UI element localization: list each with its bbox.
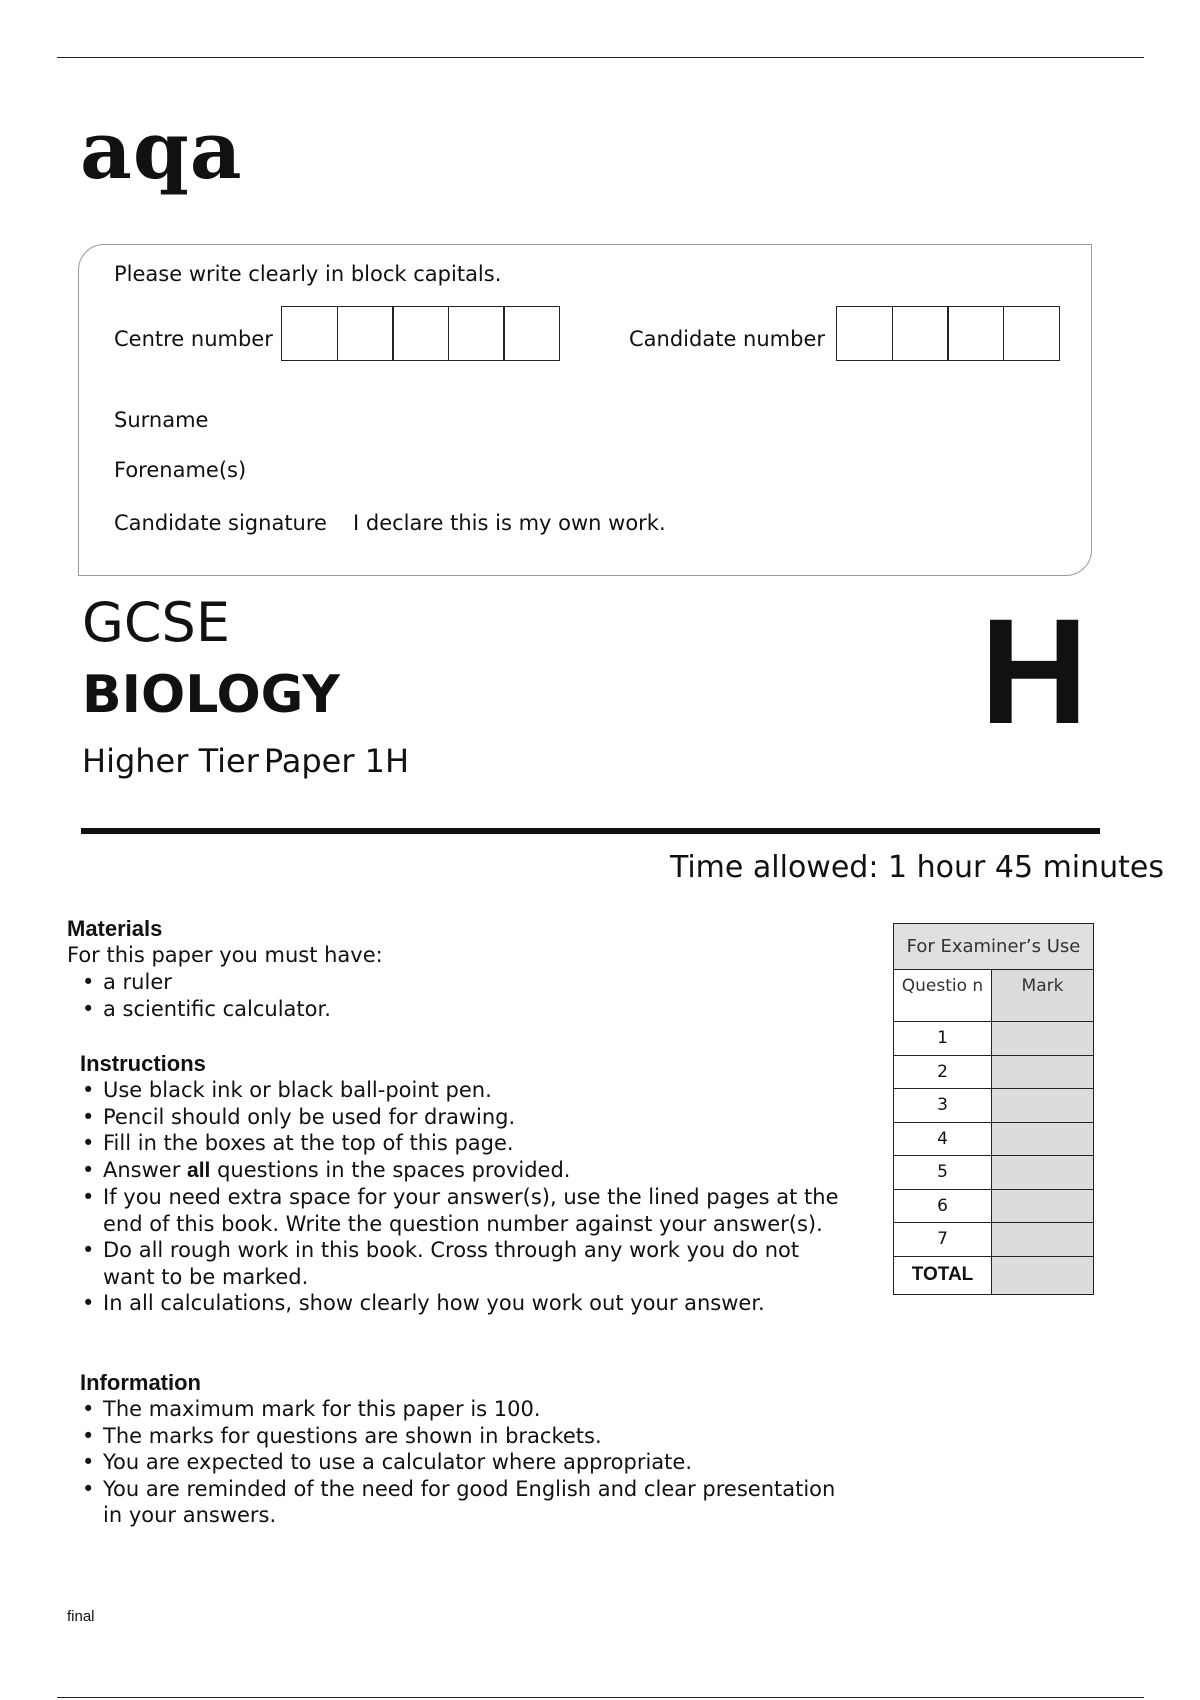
examiner-table-row xyxy=(894,1089,1094,1123)
surname-label: Surname xyxy=(114,408,209,432)
tier-paper-line xyxy=(82,742,410,780)
block-capitals-instruction: Please write clearly in block capitals. xyxy=(114,262,502,286)
mark-cell[interactable] xyxy=(992,1223,1094,1257)
candidate-details-box xyxy=(78,244,1092,576)
candidate-number-digit-box[interactable] xyxy=(892,306,949,361)
instruction-item: • If you need extra space for your answer(s), use the lined pages at the end of this book. Write the question number against your answer(s). xyxy=(78,1184,848,1237)
examiners-use-table xyxy=(893,923,1094,1295)
total-label-cell: TOTAL xyxy=(894,1256,992,1294)
instruction-item: • Answer all questions in the spaces provided. xyxy=(78,1157,848,1185)
tier-name: Higher Tier xyxy=(82,742,259,780)
centre-number-digit-box[interactable] xyxy=(281,306,338,361)
tier-letter: H xyxy=(980,587,1089,755)
mark-cell[interactable] xyxy=(992,1189,1094,1223)
question-number-cell: 3 xyxy=(894,1089,992,1123)
information-item: • The maximum mark for this paper is 100. xyxy=(78,1396,848,1423)
information-list xyxy=(78,1396,848,1529)
examiner-table-row xyxy=(894,1055,1094,1089)
mark-cell[interactable] xyxy=(992,1122,1094,1156)
materials-intro: For this paper you must have: xyxy=(67,943,383,967)
question-number-cell: 5 xyxy=(894,1156,992,1190)
question-column-header: Questio n xyxy=(894,970,992,1022)
aqa-logo: aqa xyxy=(80,103,243,197)
instruction-item: • In all calculations, show clearly how you work out your answer. xyxy=(78,1290,848,1317)
materials-list xyxy=(78,969,848,1022)
mark-cell[interactable] xyxy=(992,1156,1094,1190)
centre-number-digit-box[interactable] xyxy=(448,306,505,361)
mark-cell[interactable] xyxy=(992,1055,1094,1089)
question-number-cell: 4 xyxy=(894,1122,992,1156)
centre-number-label: Centre number xyxy=(114,327,273,351)
centre-number-digit-box[interactable] xyxy=(503,306,560,361)
signature-label: Candidate signature xyxy=(114,511,327,535)
materials-heading: Materials xyxy=(67,916,163,941)
candidate-number-boxes xyxy=(836,306,1060,361)
instructions-heading: Instructions xyxy=(80,1051,206,1076)
examiner-table-row xyxy=(894,1223,1094,1257)
question-number-cell: 1 xyxy=(894,1022,992,1056)
information-heading: Information xyxy=(80,1370,201,1395)
candidate-number-digit-box[interactable] xyxy=(947,306,1004,361)
declaration-text: I declare this is my own work. xyxy=(353,511,666,535)
examiner-table-row xyxy=(894,1022,1094,1056)
question-number-cell: 2 xyxy=(894,1055,992,1089)
mark-cell[interactable] xyxy=(992,1022,1094,1056)
materials-item: • a scientific calculator. xyxy=(78,996,848,1023)
examiner-table-row xyxy=(894,1156,1094,1190)
question-number-cell: 7 xyxy=(894,1223,992,1257)
time-allowed: Time allowed: 1 hour 45 minutes xyxy=(669,850,1164,885)
examiner-table-row xyxy=(894,1122,1094,1156)
centre-number-boxes xyxy=(281,306,560,361)
forenames-label: Forename(s) xyxy=(114,458,247,482)
instructions-list xyxy=(78,1077,848,1317)
instruction-item: • Do all rough work in this book. Cross through any work you do not want to be marked. xyxy=(78,1237,848,1290)
candidate-number-label: Candidate number xyxy=(629,327,825,351)
instruction-item: • Pencil should only be used for drawing. xyxy=(78,1104,848,1131)
total-mark-cell[interactable] xyxy=(992,1256,1094,1294)
examiner-total-row xyxy=(894,1256,1094,1294)
information-item: • The marks for questions are shown in brackets. xyxy=(78,1423,848,1450)
qualification-title: GCSE xyxy=(82,591,230,654)
footer-note: final xyxy=(67,1608,95,1625)
centre-number-digit-box[interactable] xyxy=(337,306,394,361)
mark-column-header: Mark xyxy=(992,970,1094,1022)
emphasis-text: all xyxy=(187,1158,211,1182)
examiners-use-title: For Examiner’s Use xyxy=(894,924,1094,970)
information-item: • You are expected to use a calculator where appropriate. xyxy=(78,1449,848,1476)
bottom-rule xyxy=(57,1697,1144,1698)
candidate-number-digit-box[interactable] xyxy=(836,306,893,361)
instruction-item: • Use black ink or black ball-point pen. xyxy=(78,1077,848,1104)
question-number-cell: 6 xyxy=(894,1189,992,1223)
mark-cell[interactable] xyxy=(992,1089,1094,1123)
examiner-table-row xyxy=(894,1189,1094,1223)
instruction-item: • Fill in the boxes at the top of this page. xyxy=(78,1130,848,1157)
candidate-number-digit-box[interactable] xyxy=(1003,306,1060,361)
information-item: • You are reminded of the need for good English and clear presentation in your answers. xyxy=(78,1476,848,1529)
top-rule xyxy=(57,57,1144,58)
paper-name: Paper 1H xyxy=(263,742,410,780)
header-divider xyxy=(81,828,1100,834)
subject-title: BIOLOGY xyxy=(82,665,340,725)
materials-item: • a ruler xyxy=(78,969,848,996)
centre-number-digit-box[interactable] xyxy=(392,306,449,361)
